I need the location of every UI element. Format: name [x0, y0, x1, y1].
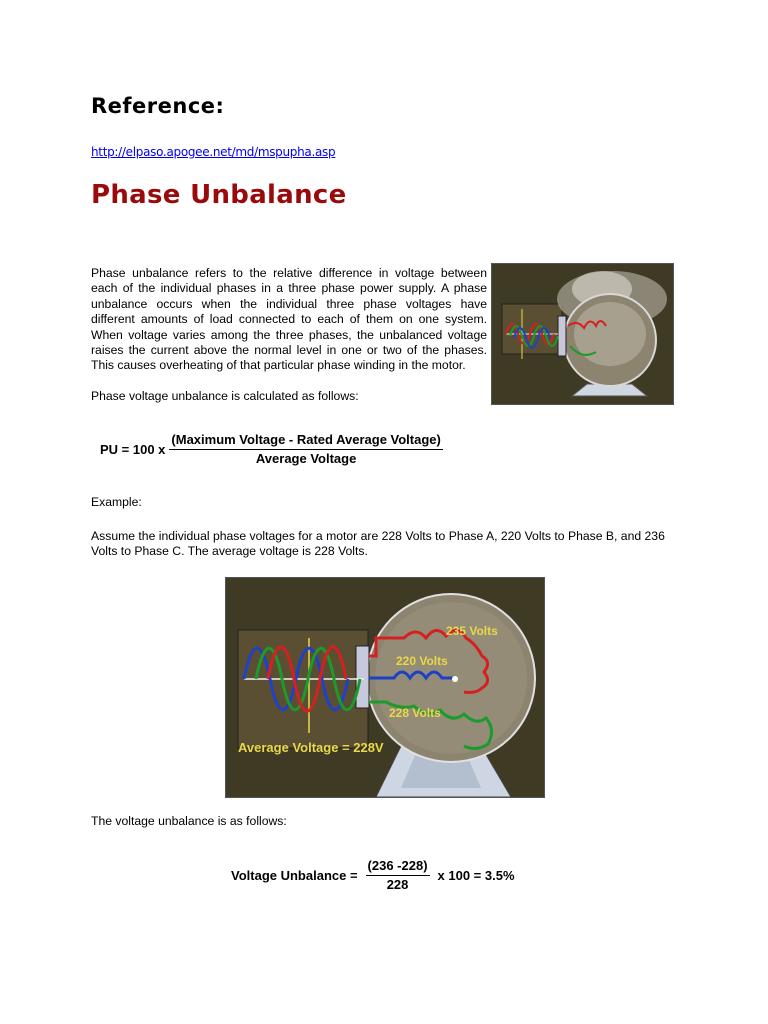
vu-formula-numerator: (236 -228): [366, 858, 430, 876]
motor-voltage-diagram: [225, 577, 545, 798]
motor-thumbnail-svg: [492, 264, 673, 404]
pu-formula-fraction: [169, 432, 442, 466]
page-title: Phase Unbalance: [91, 180, 347, 210]
label-228-volts: 228 Volts: [389, 706, 441, 720]
pu-formula-numerator: (Maximum Voltage - Rated Average Voltage): [169, 432, 442, 450]
reference-heading: Reference:: [91, 94, 225, 118]
vu-formula-rhs: x 100 = 3.5%: [437, 867, 515, 883]
vu-formula-lhs: Voltage Unbalance =: [231, 867, 358, 883]
pu-formula-denominator: Average Voltage: [255, 451, 357, 466]
motor-voltage-svg: [226, 578, 544, 797]
example-label: Example:: [91, 495, 142, 509]
example-text: Assume the individual phase voltages for a motor are 228 Volts to Phase A, 220 Volts to Phase B, and 236 Volts to Phase C. The average voltage is 228 Volts.: [91, 529, 665, 559]
intro-paragraph: Phase unbalance refers to the relative difference in voltage between each of the individual phases in a three phase power supply. A phase unbalance occurs when the individual three phase voltages have different amounts of load connected to each of them on one system. When voltage varies among the three phases, the unbalanced voltage raises the current above the normal level in one or two of the phases. This causes overheating of that particular phase winding in the motor.: [91, 266, 487, 373]
unbalance-intro-text: The voltage unbalance is as follows:: [91, 814, 287, 828]
vu-formula-denominator: 228: [386, 877, 409, 892]
calc-intro-text: Phase voltage unbalance is calculated as follows:: [91, 389, 359, 403]
pu-formula: [100, 432, 447, 466]
label-220-volts: 220 Volts: [396, 654, 448, 668]
pu-formula-lhs: PU = 100 x: [100, 441, 166, 457]
vu-formula-fraction: [366, 858, 430, 892]
motor-thumbnail-image: [491, 263, 674, 405]
voltage-unbalance-formula: [231, 858, 515, 892]
label-235-volts: 235 Volts: [446, 624, 498, 638]
label-average-voltage: Average Voltage = 228V: [238, 740, 384, 755]
reference-link[interactable]: http://elpaso.apogee.net/md/mspupha.asp: [91, 145, 336, 159]
